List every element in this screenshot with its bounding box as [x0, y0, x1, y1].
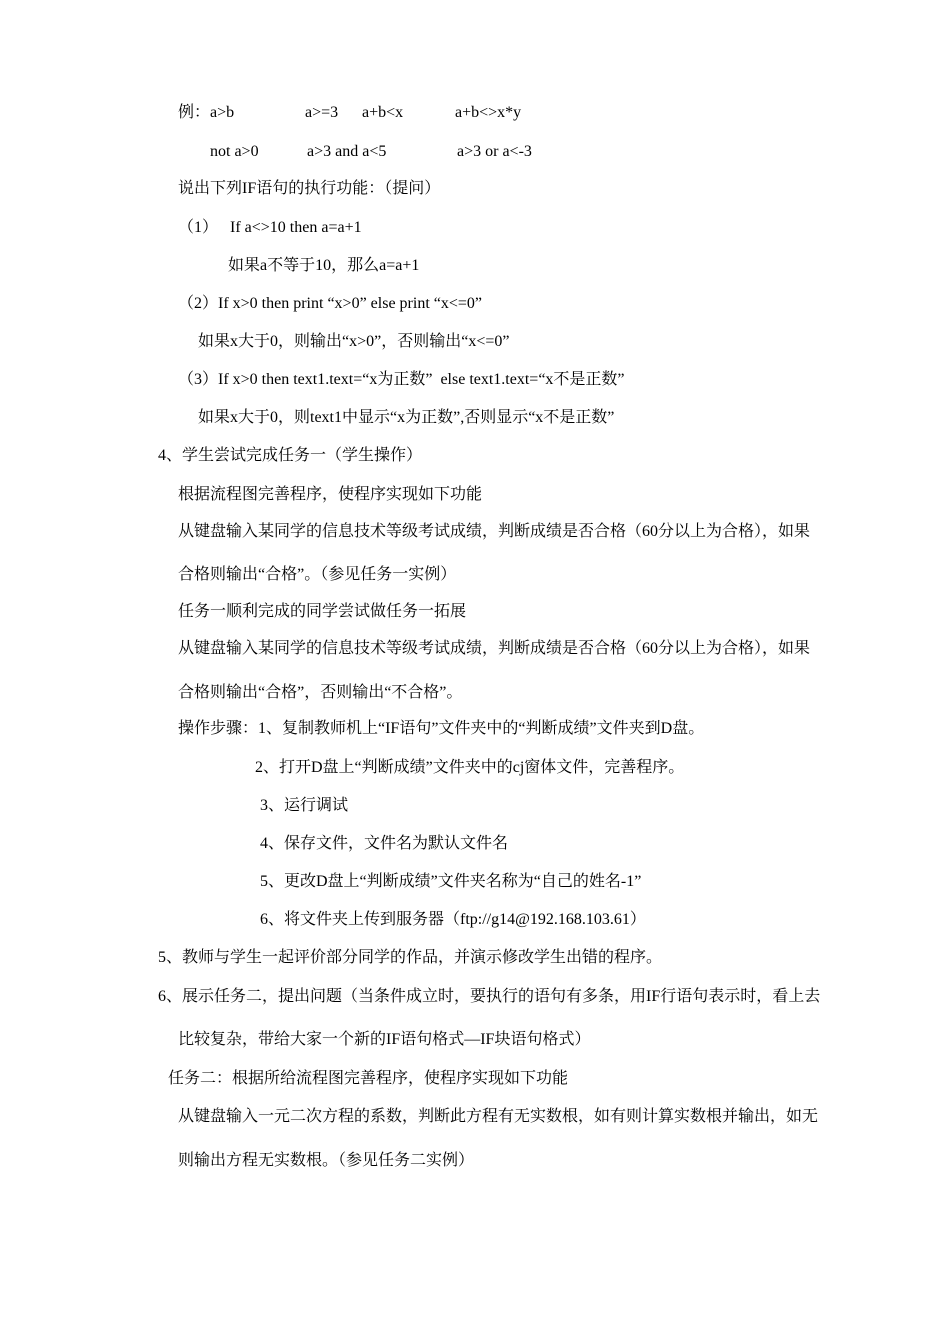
task-2-heading: 任务二：根据所给流程图完善程序，使程序实现如下功能	[168, 1070, 569, 1087]
example-expr: a+b<x	[362, 104, 404, 121]
if-statement-3-answer: 如果x大于0，则text1中显示“x为正数”,否则显示“x不是正数”	[198, 409, 615, 426]
paragraph: 从键盘输入一元二次方程的系数，判断此方程有无实数根，如有则计算实数根并输出，如无	[178, 1108, 819, 1125]
if-statement-2-answer: 如果x大于0，则输出“x>0”，否则输出“x<=0”	[198, 333, 510, 350]
operation-step-3: 3、运行调试	[260, 797, 349, 814]
paragraph: 合格则输出“合格”。（参见任务一实例）	[178, 566, 457, 583]
paragraph: 比较复杂，带给大家一个新的IF语句格式—IF块语句格式）	[178, 1031, 591, 1048]
operation-step-5: 5、更改D盘上“判断成绩”文件夹名称为“自己的姓名-1”	[260, 873, 642, 890]
operation-step-6: 6、将文件夹上传到服务器（ftp://g14@192.168.103.61）	[260, 911, 646, 928]
paragraph: 任务一顺利完成的同学尝试做任务一拓展	[178, 603, 467, 620]
examples-label: 例：	[178, 104, 211, 121]
paragraph: 根据流程图完善程序，使程序实现如下功能	[178, 486, 483, 503]
section-4-heading: 4、学生尝试完成任务一（学生操作）	[158, 447, 423, 464]
example-expr: a+b<>x*y	[455, 104, 522, 121]
if-statement-1-answer: 如果a不等于10，那么a=a+1	[228, 257, 420, 274]
example-expr: a>3 and a<5	[307, 143, 387, 160]
if-statement-1: （1） If a<>10 then a=a+1	[178, 219, 362, 236]
if-statement-3: （3）If x>0 then text1.text=“x为正数” else text1.text=“x不是正数”	[178, 371, 625, 388]
paragraph: 从键盘输入某同学的信息技术等级考试成绩，判断成绩是否合格（60分以上为合格），如果	[178, 523, 811, 540]
operation-step-1: 操作步骤：1、复制教师机上“IF语句”文件夹中的“判断成绩”文件夹到D盘。	[178, 720, 705, 737]
section-6-heading: 6、展示任务二，提出问题（当条件成立时，要执行的语句有多条，用IF行语句表示时，看上去	[158, 988, 821, 1005]
if-statement-2: （2）If x>0 then print “x>0” else print “x<=0”	[178, 295, 483, 312]
example-expr: a>3 or a<-3	[457, 143, 532, 160]
paragraph: 从键盘输入某同学的信息技术等级考试成绩，判断成绩是否合格（60分以上为合格），如果	[178, 640, 811, 657]
paragraph: 则输出方程无实数根。（参见任务二实例）	[178, 1152, 475, 1169]
question-prompt: 说出下列IF语句的执行功能：（提问）	[178, 180, 441, 197]
example-expr: a>b	[210, 104, 235, 121]
paragraph: 合格则输出“合格”，否则输出“不合格”。	[178, 684, 463, 701]
operation-step-4: 4、保存文件，文件名为默认文件名	[260, 835, 509, 852]
example-expr: not a>0	[210, 143, 259, 160]
example-expr: a>=3	[305, 104, 339, 121]
operation-step-2: 2、打开D盘上“判断成绩”文件夹中的cj窗体文件，完善程序。	[255, 759, 685, 776]
section-5-heading: 5、教师与学生一起评价部分同学的作品，并演示修改学生出错的程序。	[158, 949, 663, 966]
